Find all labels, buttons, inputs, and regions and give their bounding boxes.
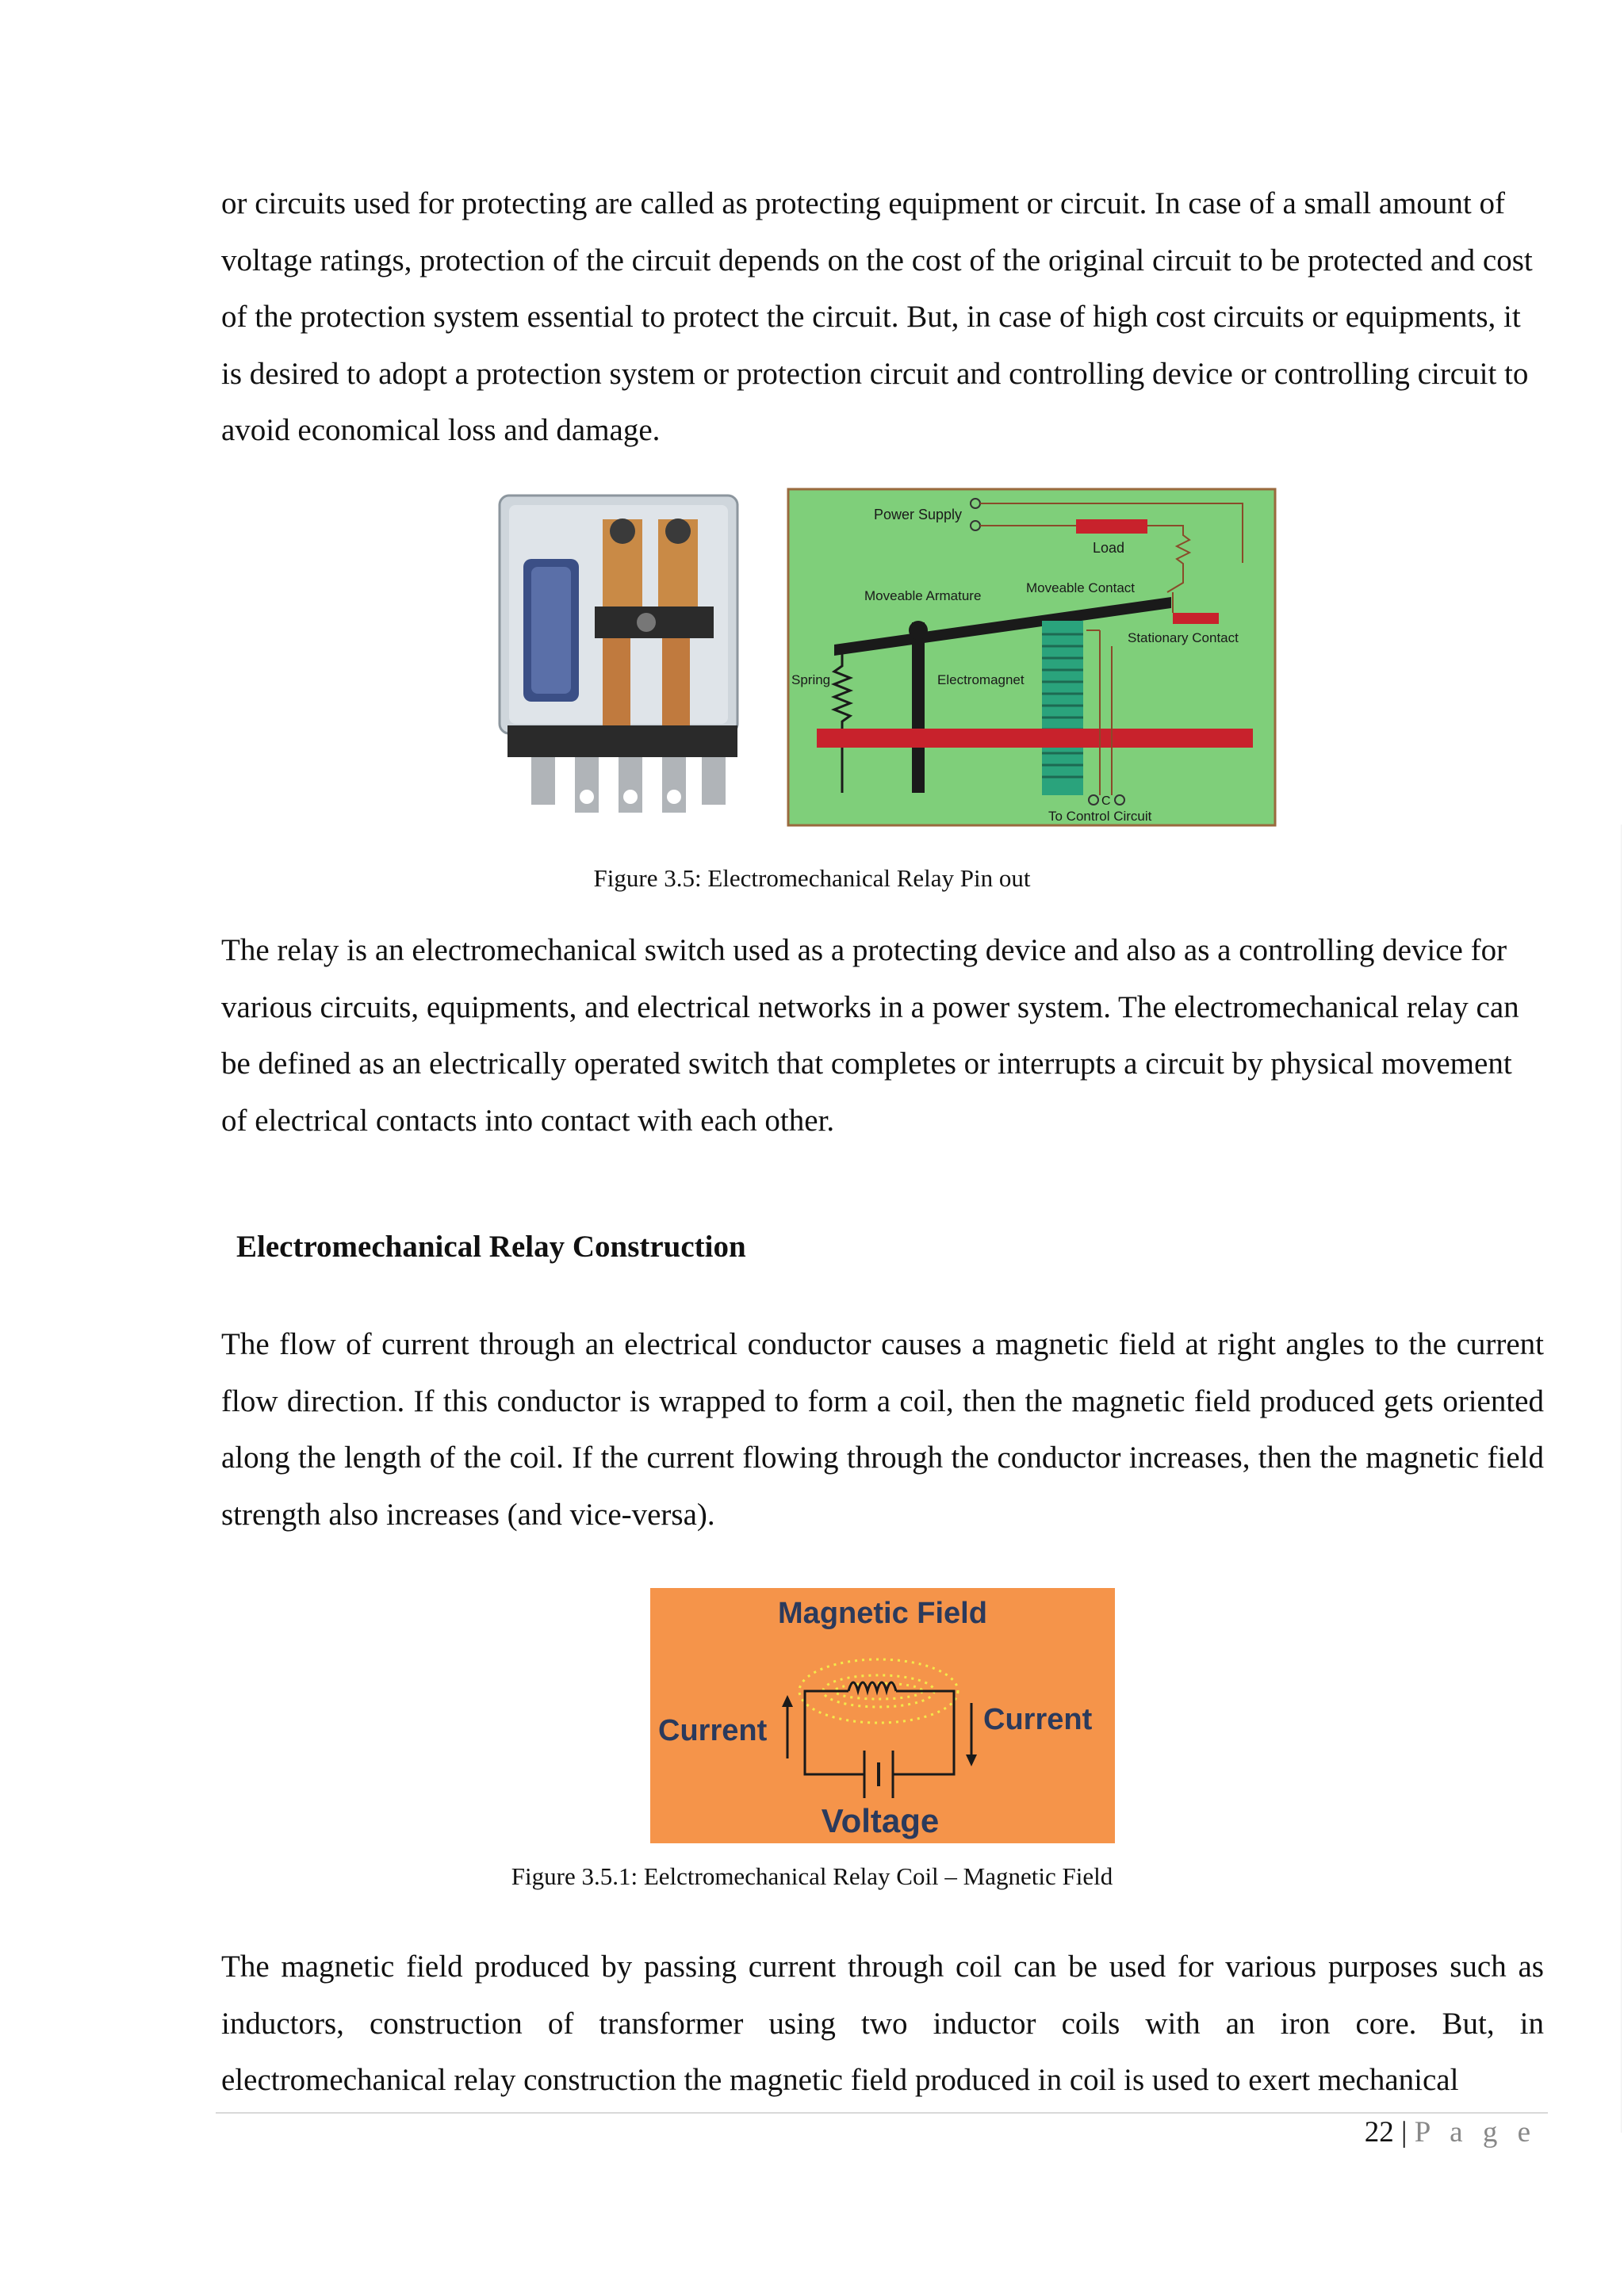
label-moveable-armature: Moveable Armature: [864, 588, 982, 603]
paragraph-protection: or circuits used for protecting are called as protecting equipment or circuit. In case of a small amount of voltage ratings, protection of the circuit depends on the cost of the original circuit to be protected and cost of the protection system essential to protect the circuit. But, in case of high cost circuits or equipments, it is desired to adopt a protection system or protection circuit and controlling device or controlling circuit to avoid economical loss and damage.: [221, 186, 1533, 447]
relay-photo: [492, 488, 777, 821]
label-control-circuit: To Control Circuit: [1048, 809, 1152, 824]
relay-diagram: [787, 488, 1277, 827]
footer-divider: [216, 2112, 1548, 2114]
label-load: Load: [1093, 540, 1125, 556]
label-voltage: Voltage: [821, 1802, 940, 1839]
label-power-supply: Power Supply: [874, 507, 963, 522]
page-footer: [1365, 2115, 1537, 2149]
section-heading: Electromechanical Relay Construction: [236, 1230, 746, 1264]
paragraph-relay-definition: The relay is an electromechanical switch used as a protecting device and also as a controlling device for various circuits, equipments, and electrical networks in a power system. The electromechanical relay can be defined as an electrically operated switch that completes or interrupts a circuit by physical movement of electrical contacts into contact with each other.: [221, 933, 1519, 1138]
paragraph-magnetic-field: The flow of current through an electrical conductor causes a magnetic field at right angles to the current flow direction. If this conductor is wrapped to form a coil, then the magnetic field produced gets oriented along the length of the coil. If the current flowing through the conductor increases, then the magnetic field strength also increases (and vice-versa).: [221, 1327, 1544, 1532]
label-spring: Spring: [791, 672, 831, 687]
label-moveable-contact: Moveable Contact: [1026, 580, 1136, 595]
figure-caption-magnetic-field: Figure 3.5.1: Eelctromechanical Relay Coil – Magnetic Field: [511, 1862, 1113, 1890]
label-stationary-contact: Stationary Contact: [1128, 630, 1239, 645]
page-word: P a g e: [1414, 2116, 1537, 2149]
magnetic-field-diagram: [650, 1588, 1115, 1843]
label-current-right: Current: [983, 1703, 1093, 1736]
figure-caption-relay-pinout: Figure 3.5: Electromechanical Relay Pin out: [593, 864, 1031, 892]
footer-separator: |: [1401, 2116, 1408, 2149]
label-electromagnet: Electromagnet: [937, 672, 1025, 687]
paragraph-relay-construction: The magnetic field produced by passing current through coil can be used for various purposes such as inductors, construction of transformer using two inductor coils with an iron core. But, in electromechanical relay construction the magnetic field produced in coil is used to exert mechanical: [221, 1950, 1544, 2097]
page-number: 22: [1364, 2116, 1394, 2149]
label-current-left: Current: [658, 1714, 768, 1747]
page-edge: [1621, 825, 1622, 2133]
label-magnetic-field: Magnetic Field: [778, 1597, 987, 1630]
label-c: C: [1101, 794, 1111, 808]
